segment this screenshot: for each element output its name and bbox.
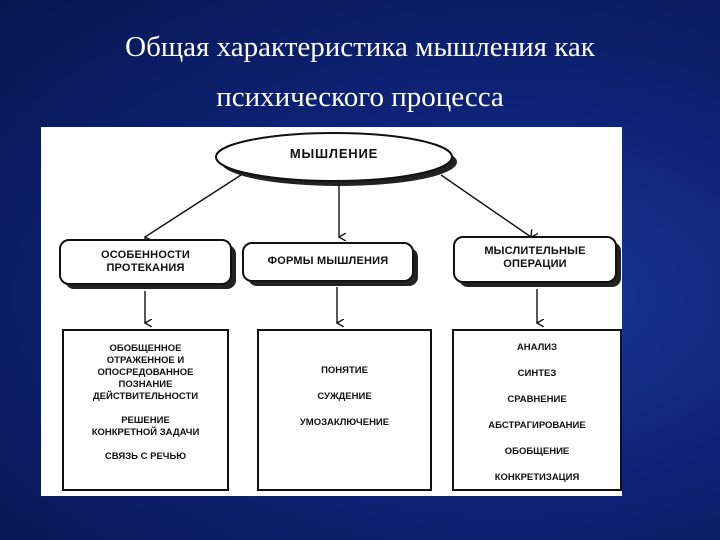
- list-item: АНАЛИЗ: [516, 342, 558, 353]
- list-item: СУЖДЕНИЕ: [317, 391, 372, 402]
- list-operations: [453, 335, 621, 491]
- list-item: ОТРАЖЕННОЕ И: [106, 355, 185, 366]
- list-item: АБСТРАГИРОВАНИЕ: [488, 420, 586, 431]
- list-forms: [258, 365, 431, 429]
- slide-title: [0, 22, 720, 122]
- connector-left: [145, 175, 241, 237]
- list-item: ОБОБЩЕННОЕ: [109, 343, 182, 354]
- list-item: РЕШЕНИЕ: [121, 415, 170, 426]
- list-item: СРАВНЕНИЕ: [507, 394, 567, 405]
- list-item: СИНТЕЗ: [517, 368, 557, 379]
- slide-title-line-1: Общая характеристика мышления как: [125, 31, 595, 63]
- category-3-line-1: МЫСЛИТЕЛЬНЫЕ: [484, 245, 586, 257]
- category-1-line-1: ОСОБЕННОСТИ: [101, 249, 190, 261]
- category-2-line-1: ФОРМЫ МЫШЛЕНИЯ: [267, 255, 389, 267]
- category-1-line-2: ПРОТЕКАНИЯ: [106, 262, 185, 274]
- diagram-image: [41, 127, 622, 496]
- root-node-label: МЫШЛЕНИЕ: [289, 146, 379, 161]
- list-item: ПОНЯТИЕ: [321, 365, 368, 376]
- list-item: КОНКРЕТИЗАЦИЯ: [494, 472, 580, 483]
- list-features: [63, 343, 228, 463]
- category-label-1: [60, 249, 231, 275]
- slide-title-line-2: психического процесса: [216, 81, 504, 113]
- category-3-line-2: ОПЕРАЦИИ: [503, 258, 567, 270]
- list-item: ОПОСРЕДОВАННОЕ: [97, 367, 194, 378]
- list-item: ОБОБЩЕНИЕ: [504, 446, 570, 457]
- list-item: ДЕЙСТВИТЕЛЬНОСТИ: [92, 391, 199, 402]
- category-label-3: [454, 245, 616, 271]
- connector-right: [441, 175, 531, 237]
- list-item: КОНКРЕТНОЙ ЗАДАЧИ: [91, 427, 200, 438]
- list-item: УМОЗАКЛЮЧЕНИЕ: [299, 417, 390, 428]
- category-label-2: [243, 255, 413, 268]
- list-item: СВЯЗЬ С РЕЧЬЮ: [104, 451, 187, 462]
- list-item: ПОЗНАНИЕ: [118, 379, 173, 390]
